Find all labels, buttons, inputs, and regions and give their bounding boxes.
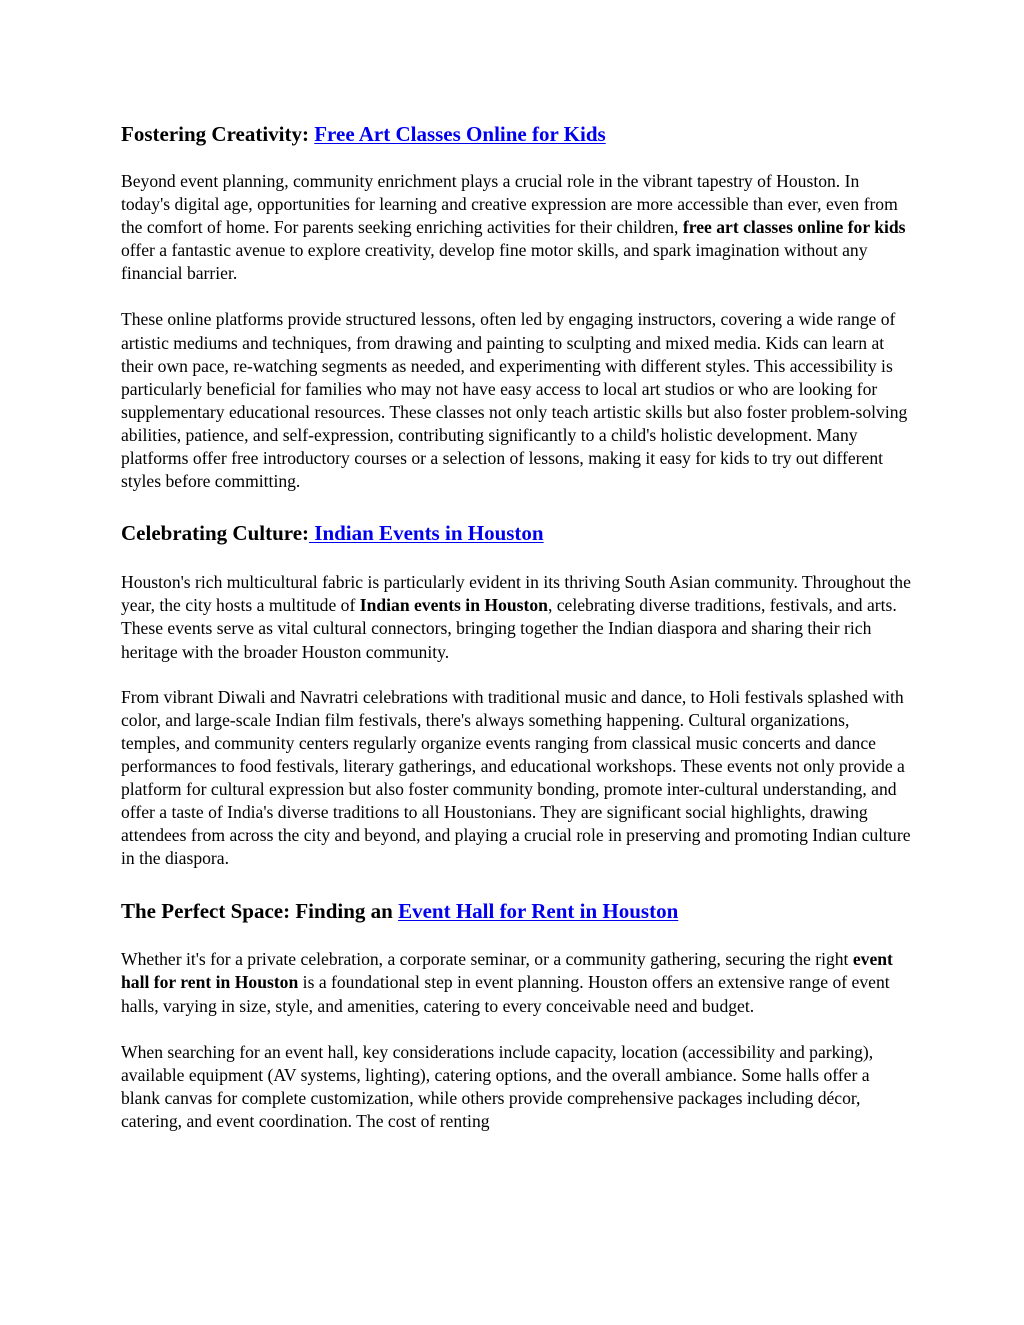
paragraph-text: is a foundational step in event planning. Houston offers an extensive range of event halls, varying in size, style, and amenities, catering to every conceivable need and budget.	[121, 972, 890, 1016]
art-classes-paragraph-1	[121, 170, 911, 285]
paragraph-text: , celebrating diverse traditions, festivals, and arts. These events serve as vital cultural connectors, bringing together the Indian diaspora and sharing their rich heritage with the broader Houston community.	[121, 595, 897, 662]
section-heading-art-classes	[121, 118, 911, 150]
section-heading-indian-events	[121, 517, 911, 549]
section-heading-event-hall	[121, 895, 911, 927]
paragraph-text: Houston's rich multicultural fabric is particularly evident in its thriving South Asian community. Throughout the year, the city hosts a multitude of	[121, 572, 911, 616]
paragraph-text: Whether it's for a private celebration, a corporate seminar, or a community gathering, securing the right	[121, 949, 853, 970]
paragraph-text: offer a fantastic avenue to explore creativity, develop fine motor skills, and spark imagination without any financial barrier.	[121, 240, 868, 284]
bold-keyword: event hall for rent in Houston	[121, 949, 893, 993]
event-hall-link[interactable]: Event Hall for Rent in Houston	[398, 899, 679, 924]
heading-prefix: Celebrating Culture:	[121, 521, 310, 546]
art-classes-link[interactable]: Free Art Classes Online for Kids	[314, 122, 606, 146]
indian-events-paragraph-2: From vibrant Diwali and Navratri celebrations with traditional music and dance, to Holi festivals splashed with color, and large-scale Indian film festivals, there's always something happening. Cultural organizations, temples, and community centers regularly organize events ranging from classical music concerts and dance performances to food festivals, literary gatherings, and educational workshops. These events not only provide a platform for cultural expression but also foster community bonding, promote inter-cultural understanding, and offer a taste of India's diverse traditions to all Houstonians. They are significant social highlights, drawing attendees from across the city and beyond, and playing a crucial role in preserving and promoting Indian culture in the diaspora.	[121, 686, 911, 869]
heading-prefix: Fostering Creativity:	[121, 122, 315, 146]
bold-keyword: Indian events in Houston	[359, 595, 548, 616]
event-hall-paragraph-1	[121, 948, 911, 1017]
indian-events-paragraph-1	[121, 571, 911, 663]
indian-events-link[interactable]: Indian Events in Houston	[309, 521, 544, 546]
event-hall-paragraph-2: When searching for an event hall, key considerations include capacity, location (accessibility and parking), available equipment (AV systems, lighting), catering options, and the overall ambiance. Some halls offer a blank canvas for complete customization, while others provide comprehensive packages including décor, catering, and event coordination. The cost of renting	[121, 1041, 874, 1131]
bold-keyword: free art classes online for kids	[682, 217, 906, 238]
heading-prefix: The Perfect Space: Finding an	[121, 899, 399, 924]
document-page	[121, 118, 911, 1133]
art-classes-paragraph-2: These online platforms provide structured lessons, often led by engaging instructors, covering a wide range of artistic mediums and techniques, from drawing and painting to sculpting and mixed media. Kids can learn at their own pace, re-watching segments as needed, and experimenting with different styles. This accessibility is particularly beneficial for families who may not have easy access to local art studios or who are looking for supplementary educational resources. These classes not only teach artistic skills but also foster problem-solving abilities, patience, and self-expression, contributing significantly to a child's holistic development. Many platforms offer free introductory courses or a selection of lessons, making it easy for kids to try out different styles before committing.	[121, 309, 908, 492]
paragraph-text: Beyond event planning, community enrichment plays a crucial role in the vibrant tapestry of Houston. In today's digital age, opportunities for learning and creative expression are more accessible than ever, even from the comfort of home. For parents seeking enriching activities for their children,	[121, 171, 898, 238]
